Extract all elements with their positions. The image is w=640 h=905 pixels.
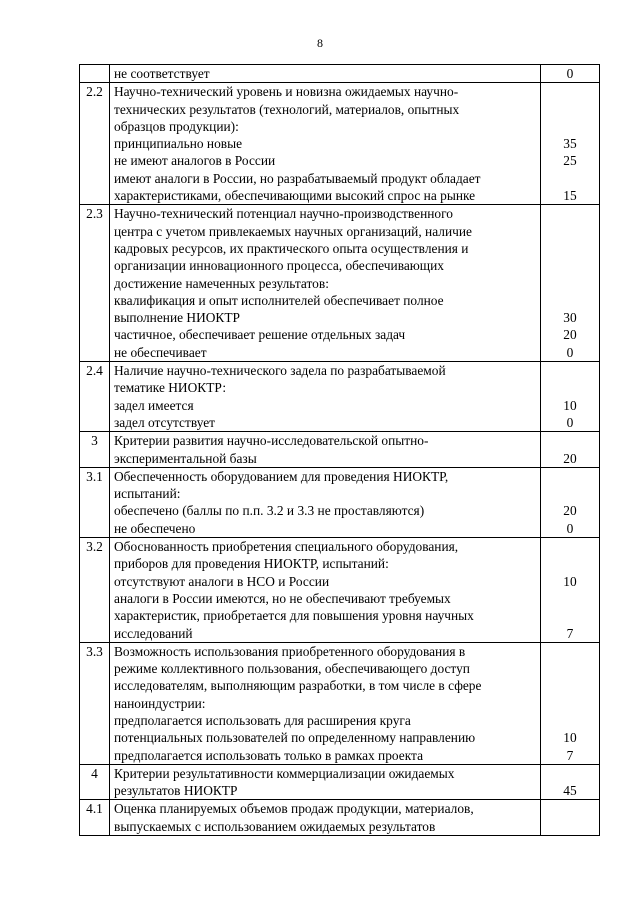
score-value: 25 (563, 153, 577, 169)
score-value (541, 240, 599, 257)
criterion-line: исследователям, выполняющим разработки, в том числе в сфере (114, 678, 482, 694)
score-value (541, 677, 599, 694)
criterion-line: организации инновационного процесса, обеспечивающих (114, 258, 444, 274)
score-value: 10 (563, 730, 577, 746)
criterion-line: характеристиками, обеспечивающими высокий спрос на рынке (114, 188, 476, 204)
score-value: 20 (563, 327, 577, 343)
criterion-text (110, 83, 541, 205)
score-value (541, 538, 599, 555)
score-value: 35 (563, 136, 577, 152)
score-value (541, 118, 599, 135)
table-row (80, 362, 600, 432)
score-points (541, 65, 600, 83)
criterion-text (110, 467, 541, 537)
score-value (541, 555, 599, 572)
criterion-text (110, 538, 541, 643)
criterion-line: режиме коллективного пользования, обеспечивающего доступ (114, 661, 470, 677)
table-row (80, 800, 600, 836)
criterion-line: аналоги в России имеются, но не обеспечивают требуемых (114, 590, 451, 606)
score-points (541, 800, 600, 836)
criterion-line: Научно-технический уровень и новизна ожидаемых научно- (114, 84, 459, 100)
criterion-line: задел имеется (114, 397, 194, 413)
criterion-line: предполагается использовать для расширения круга (114, 712, 411, 728)
criterion-line: не обеспечивает (114, 344, 207, 360)
criterion-line: кадровых ресурсов, их практического опыта осуществления и (114, 240, 469, 256)
score-value (541, 292, 599, 309)
score-value (541, 101, 599, 118)
score-value (541, 205, 599, 222)
score-value: 20 (563, 450, 577, 466)
table-row (80, 65, 600, 83)
criterion-line: Обоснованность приобретения специального оборудования, (114, 539, 459, 555)
score-value (541, 379, 599, 396)
criterion-line: не имеют аналогов в России (114, 153, 276, 169)
criterion-line: технических результатов (технологий, материалов, опытных (114, 101, 460, 117)
criterion-line: выпускаемых с использованием ожидаемых результатов (114, 818, 436, 834)
criterion-line: наноиндустрии: (114, 695, 206, 711)
score-value: 20 (563, 503, 577, 519)
criterion-line: Обеспеченность оборудованием для проведения НИОКТР, (114, 468, 449, 484)
score-value (541, 818, 599, 835)
score-value (541, 83, 599, 100)
score-value (541, 485, 599, 502)
score-value: 15 (563, 188, 577, 204)
criterion-line: обеспечено (баллы по п.п. 3.2 и 3.3 не проставляются) (114, 503, 425, 519)
criterion-line: выполнение НИОКТР (114, 310, 240, 326)
criterion-line: частичное, обеспечивает решение отдельных задач (114, 327, 406, 343)
score-value (541, 468, 599, 485)
score-value (541, 800, 599, 817)
criterion-line: центра с учетом привлекаемых научных организаций, наличие (114, 223, 472, 239)
score-value: 0 (566, 344, 574, 360)
criterion-line: исследований (114, 625, 193, 641)
criterion-text (110, 764, 541, 800)
score-points (541, 642, 600, 764)
score-value: 45 (563, 783, 577, 799)
score-value (541, 223, 599, 240)
score-value (541, 765, 599, 782)
score-value (541, 257, 599, 274)
score-value: 30 (563, 310, 577, 326)
score-points (541, 467, 600, 537)
criterion-line: Оценка планируемых объемов продаж продукции, материалов, (114, 801, 474, 817)
criterion-line: Критерии развития научно-исследовательской опытно- (114, 433, 429, 449)
table-row (80, 432, 600, 468)
table-row (80, 83, 600, 205)
criterion-line: Научно-технический потенциал научно-производственного (114, 206, 453, 222)
criterion-text (110, 65, 541, 83)
score-value: 0 (566, 414, 574, 430)
item-number: 3.1 (80, 467, 110, 537)
item-number (80, 65, 110, 83)
score-value (541, 712, 599, 729)
table-row (80, 764, 600, 800)
criterion-line: отсутствуют аналоги в НСО и России (114, 573, 330, 589)
criterion-line: тематике НИОКТР: (114, 380, 227, 396)
score-points (541, 362, 600, 432)
criterion-text (110, 205, 541, 362)
table-row (80, 642, 600, 764)
score-value: 10 (563, 573, 577, 589)
item-number: 3 (80, 432, 110, 468)
criterion-line: потенциальных пользователей по определенному направлению (114, 730, 476, 746)
score-value: 10 (563, 397, 577, 413)
score-value: 7 (566, 625, 574, 641)
item-number: 2.3 (80, 205, 110, 362)
item-number: 2.2 (80, 83, 110, 205)
criterion-text (110, 642, 541, 764)
criterion-text (110, 800, 541, 836)
criterion-line: Наличие научно-технического задела по разрабатываемой (114, 363, 446, 379)
criterion-text (110, 432, 541, 468)
score-points (541, 538, 600, 643)
criterion-text (110, 362, 541, 432)
score-points (541, 432, 600, 468)
score-value (541, 170, 599, 187)
table-row (80, 467, 600, 537)
score-value: 7 (566, 747, 574, 763)
criteria-table (79, 64, 600, 836)
criterion-line: не обеспечено (114, 520, 196, 536)
score-value: 0 (566, 520, 574, 536)
score-value (541, 607, 599, 624)
score-points (541, 83, 600, 205)
item-number: 4 (80, 764, 110, 800)
criterion-line: результатов НИОКТР (114, 783, 238, 799)
criterion-line: образцов продукции): (114, 118, 239, 134)
item-number: 4.1 (80, 800, 110, 836)
score-points (541, 205, 600, 362)
item-number: 3.3 (80, 642, 110, 764)
criteria-table-body (80, 65, 600, 836)
score-value (541, 275, 599, 292)
criterion-line: не соответствует (114, 66, 210, 81)
score-value (541, 362, 599, 379)
score-value (541, 660, 599, 677)
criterion-line: принципиально новые (114, 136, 243, 152)
criterion-line: квалификация и опыт исполнителей обеспечивает полное (114, 292, 444, 308)
score-value: 0 (566, 66, 574, 81)
criterion-line: характеристик, приобретается для повышения уровня научных (114, 608, 474, 624)
score-value (541, 695, 599, 712)
criterion-line: задел отсутствует (114, 414, 216, 430)
criterion-line: предполагается использовать только в рамках проекта (114, 747, 424, 763)
score-points (541, 764, 600, 800)
criterion-line: приборов для проведения НИОКТР, испытаний: (114, 556, 389, 572)
item-number: 3.2 (80, 538, 110, 643)
score-value (541, 590, 599, 607)
criterion-line: достижение намеченных результатов: (114, 275, 329, 291)
table-row (80, 538, 600, 643)
criterion-line: Возможность использования приобретенного оборудования в (114, 643, 466, 659)
criterion-line: экспериментальной базы (114, 450, 257, 466)
table-row (80, 205, 600, 362)
item-number: 2.4 (80, 362, 110, 432)
criterion-line: испытаний: (114, 486, 181, 502)
score-value (541, 643, 599, 660)
criterion-line: Критерии результативности коммерциализации ожидаемых (114, 765, 455, 781)
page-number: 8 (317, 36, 323, 50)
criterion-line: имеют аналоги в России, но разрабатываемый продукт обладает (114, 170, 481, 186)
score-value (541, 432, 599, 449)
